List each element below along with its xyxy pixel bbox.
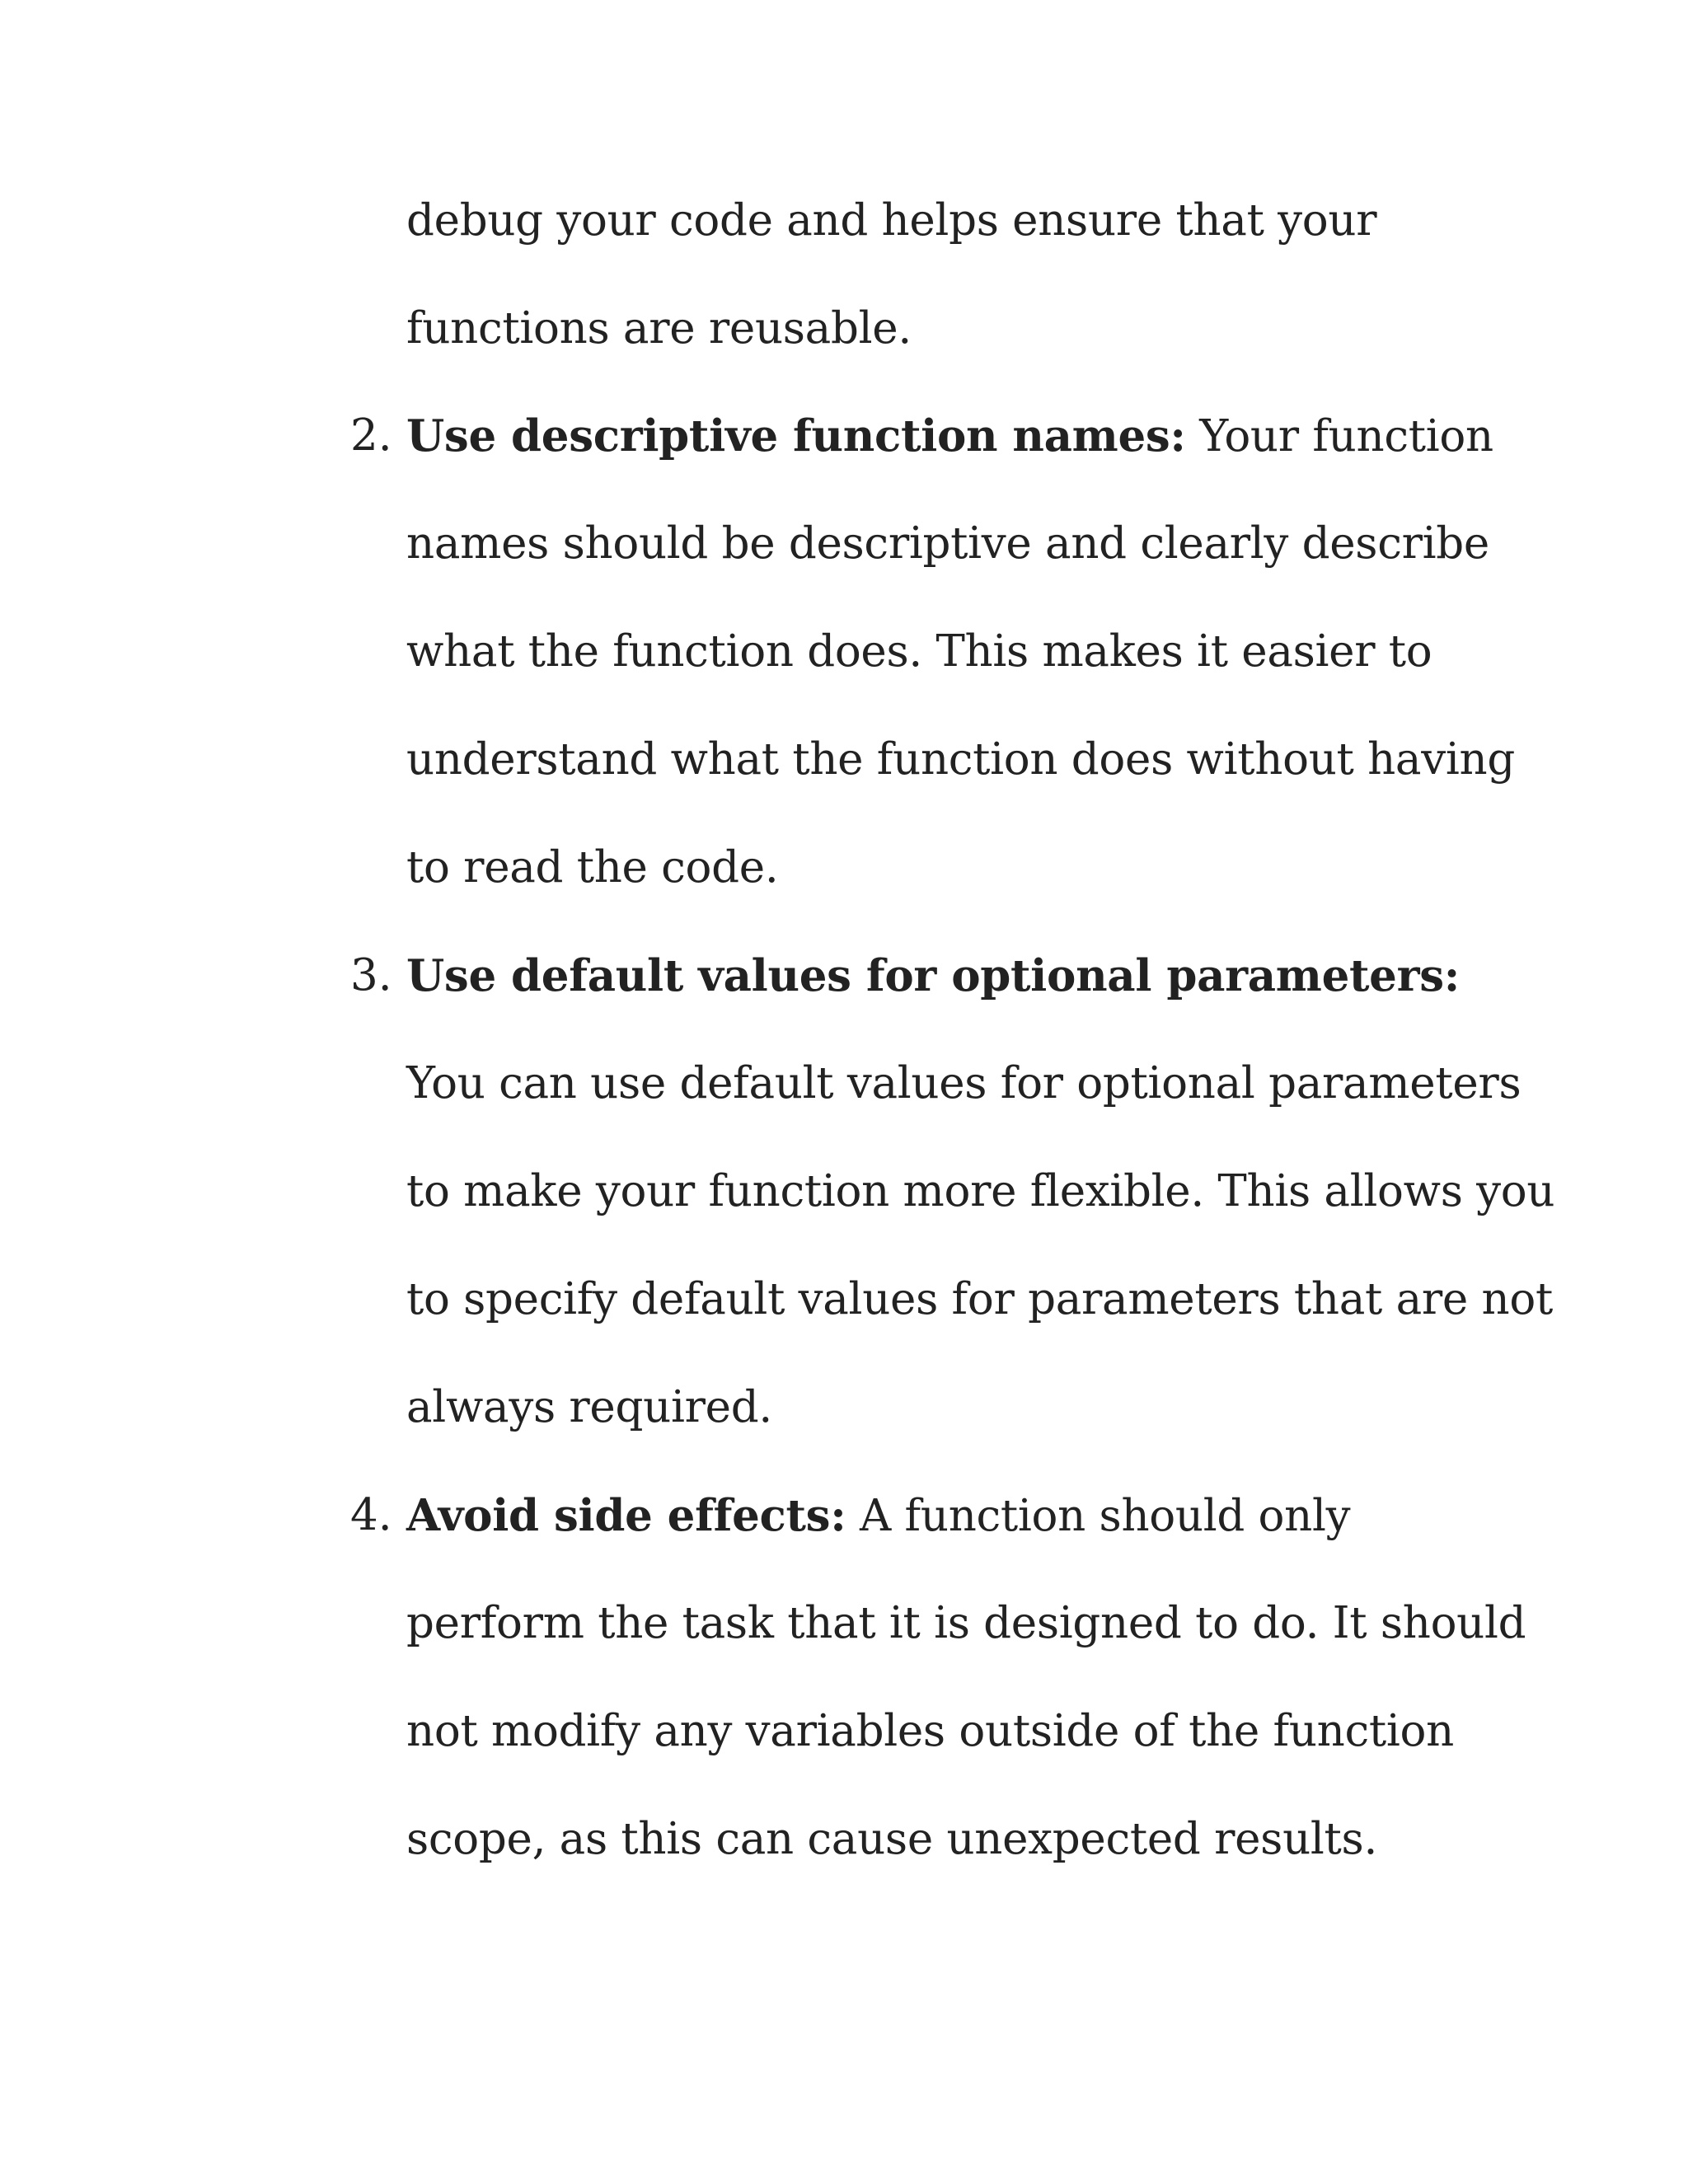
item2-line-5: to read the code. [406,842,779,893]
item2-number: 2. [350,410,392,461]
item4-line-3: not modify any variables outside of the function [406,1706,1454,1756]
item2-heading: Use descriptive function names: [406,410,1186,462]
item2-line-2: names should be descriptive and clearly describe [406,518,1489,569]
item4-line-4: scope, as this can cause unexpected results. [406,1814,1378,1864]
item1-line-1: debug your code and helps ensure that your [406,195,1377,246]
item3-heading: Use default values for optional parameters: [406,950,1461,1001]
item1-line-2: functions are reusable. [406,303,912,354]
item4-heading: Avoid side effects: [406,1490,846,1541]
item4-line-1 [406,1491,1350,1541]
item2-first-line-rest: Your function [1185,411,1493,462]
item2-line-4: understand what the function does without having [406,734,1515,785]
item2-line-1 [406,411,1493,462]
item2-line-3: what the function does. This makes it easier to [406,626,1432,677]
item4-number: 4. [350,1490,392,1540]
item3-line-2: You can use default values for optional parameters [406,1058,1522,1108]
item3-line-4: to specify default values for parameters that are not [406,1274,1553,1324]
item4-line-2: perform the task that it is designed to do. It should [406,1598,1526,1648]
item3-number: 3. [350,950,392,1001]
item4-first-line-rest: A function should only [846,1491,1351,1541]
item3-line-3: to make your function more flexible. This allows you [406,1166,1555,1216]
item3-line-5: always required. [406,1382,772,1432]
